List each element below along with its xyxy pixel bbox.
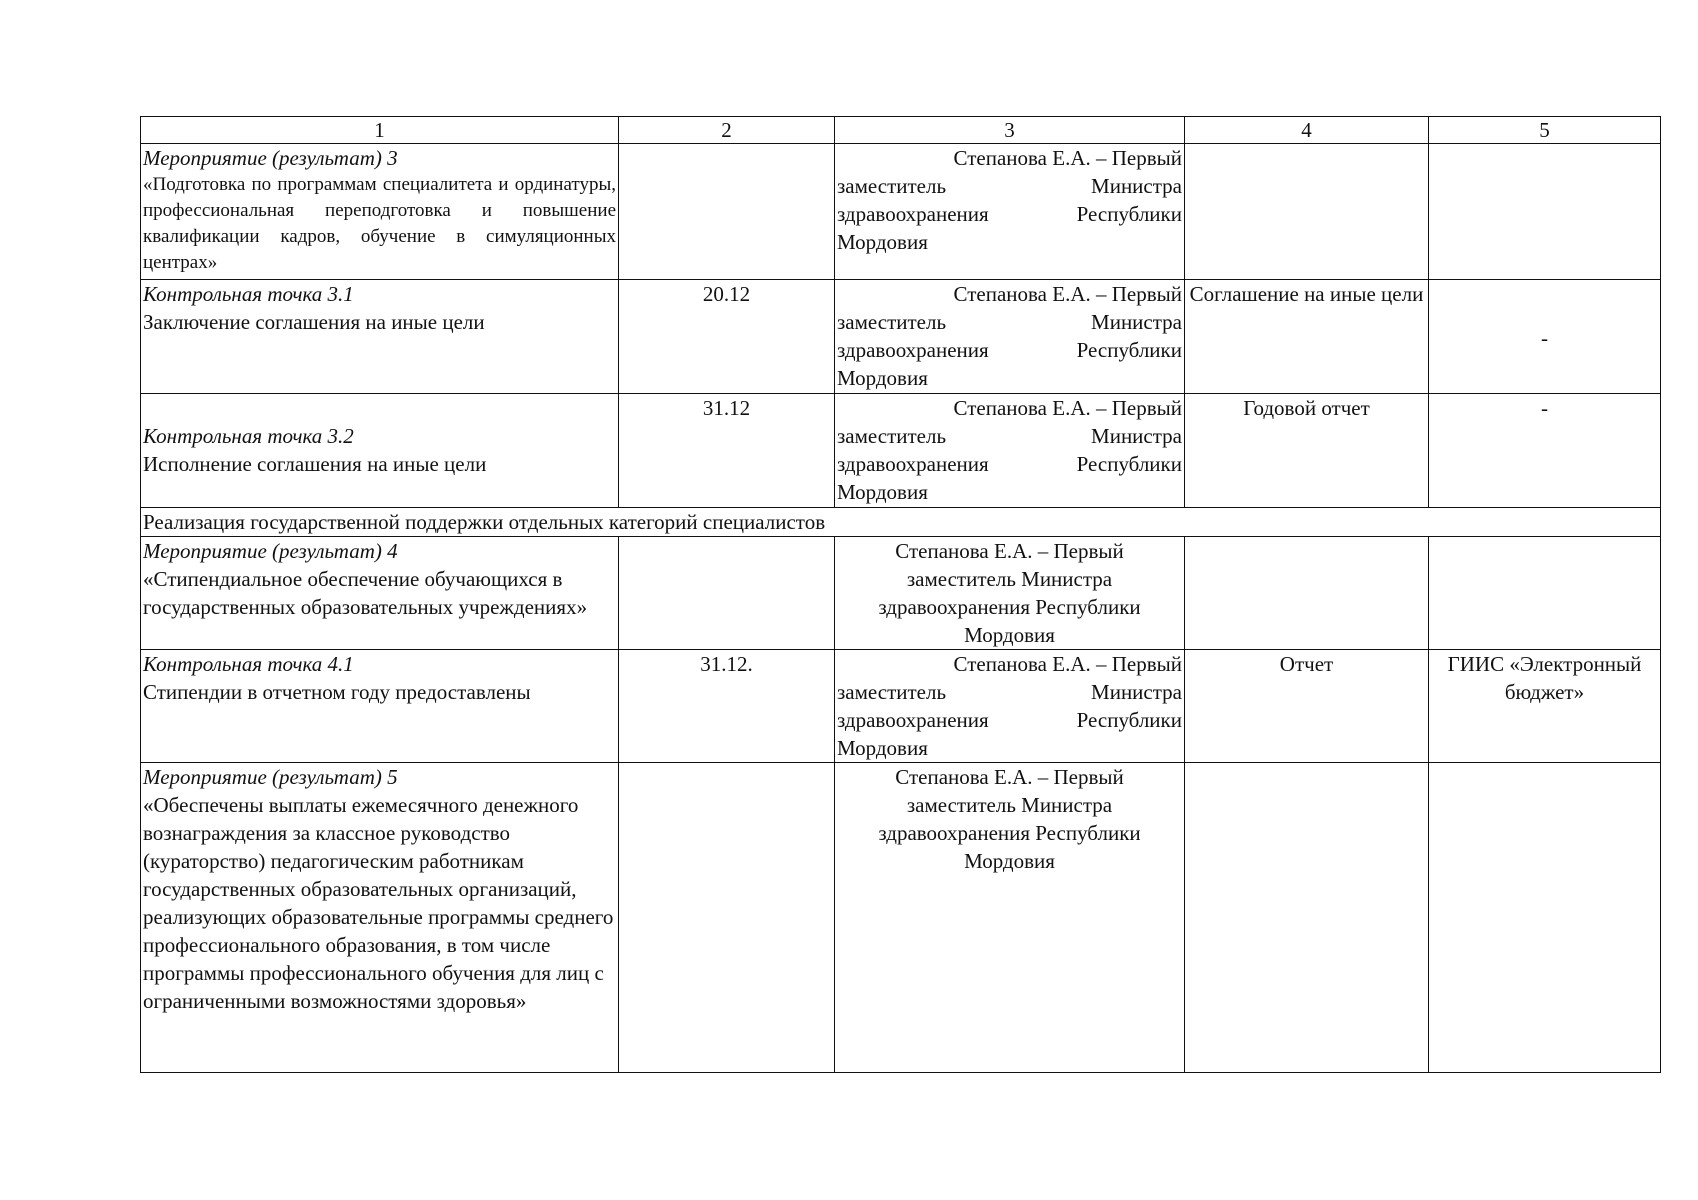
responsible-word: заместитель [837, 680, 947, 704]
header-cell-4: 4 [1185, 117, 1429, 144]
activity-text: «Подготовка по программам специалитета и ординатуры, профессиональная переподготовка и повышение квалификации кадров, обучение в симуляционных центрах» [143, 174, 616, 273]
responsible-word: заместитель [837, 310, 947, 334]
table-row [141, 280, 1661, 394]
header-cell-5: 5 [1429, 117, 1661, 144]
responsible-cell [835, 394, 1185, 508]
responsible-word: заместитель [837, 174, 947, 198]
system-cell [1429, 280, 1661, 394]
responsible-word: Республики [1076, 452, 1182, 476]
activity-cell [141, 144, 619, 280]
system-cell: ГИИС «Электронный бюджет» [1429, 650, 1661, 763]
date-cell: 20.12 [619, 280, 835, 394]
header-row [141, 117, 1661, 144]
header-cell-2: 2 [619, 117, 835, 144]
table-row [141, 650, 1661, 763]
activity-cell [141, 394, 619, 508]
responsible-line: Мордовия [837, 480, 928, 504]
table-row [141, 144, 1661, 280]
checkpoint-text: Заключение соглашения на иные цели [143, 310, 485, 334]
document-cell: Отчет [1185, 650, 1429, 763]
activity-text: «Обеспечены выплаты ежемесячного денежного вознаграждения за классное руководство (кураторство) педагогическим работникам государственных образовательных организаций, реализующих образовательные программы среднего профессионального образования, в том числе программы профессионального обучения для лиц с ограниченными возможностями здоровья» [143, 793, 614, 1013]
date-cell: 31.12 [619, 394, 835, 508]
responsible-line: Мордовия [837, 366, 928, 390]
table-row [141, 537, 1661, 650]
responsible-line: Степанова Е.А. – Первый [895, 539, 1124, 563]
responsible-word: Республики [1076, 202, 1182, 226]
responsible-word: здравоохранения [837, 338, 989, 362]
activity-cell [141, 763, 619, 1073]
responsible-word: Республики [1076, 708, 1182, 732]
responsible-line: Степанова Е.А. – Первый [895, 765, 1124, 789]
responsible-word: здравоохранения [837, 452, 989, 476]
responsible-word: Министра [1091, 424, 1182, 448]
responsible-line: Мордовия [837, 736, 928, 760]
responsible-line: Степанова Е.А. – Первый [953, 146, 1182, 170]
responsible-line: Мордовия [837, 230, 928, 254]
checkpoint-title: Контрольная точка 3.2 [143, 424, 354, 448]
responsible-line: заместитель Министра [906, 793, 1113, 817]
date-cell [619, 144, 835, 280]
responsible-word: заместитель [837, 424, 947, 448]
header-cell-3: 3 [835, 117, 1185, 144]
checkpoint-title: Контрольная точка 4.1 [143, 652, 354, 676]
document-cell: Годовой отчет [1185, 394, 1429, 508]
responsible-cell [835, 144, 1185, 280]
header-cell-1: 1 [141, 117, 619, 144]
responsible-line: заместитель Министра [906, 567, 1113, 591]
document-cell [1185, 537, 1429, 650]
plan-table [140, 116, 1661, 1073]
responsible-line: Степанова Е.А. – Первый [953, 396, 1182, 420]
section-title: Реализация государственной поддержки отдельных категорий специалистов [141, 508, 1661, 537]
responsible-line: Мордовия [964, 623, 1055, 647]
responsible-line: Степанова Е.А. – Первый [953, 652, 1182, 676]
activity-title: Мероприятие (результат) 3 [143, 146, 398, 170]
document-cell [1185, 144, 1429, 280]
responsible-cell [835, 763, 1185, 1073]
system-dash: - [1541, 326, 1548, 350]
checkpoint-text: Стипендии в отчетном году предоставлены [143, 680, 531, 704]
responsible-word: здравоохранения [837, 708, 989, 732]
activity-cell [141, 650, 619, 763]
responsible-word: Министра [1091, 310, 1182, 334]
activity-title: Мероприятие (результат) 5 [143, 765, 398, 789]
activity-title: Мероприятие (результат) 4 [143, 539, 398, 563]
activity-cell [141, 537, 619, 650]
responsible-cell [835, 650, 1185, 763]
system-cell [1429, 537, 1661, 650]
section-row [141, 508, 1661, 537]
responsible-cell [835, 537, 1185, 650]
system-cell [1429, 144, 1661, 280]
responsible-line: Степанова Е.А. – Первый [953, 282, 1182, 306]
responsible-word: Министра [1091, 680, 1182, 704]
checkpoint-title: Контрольная точка 3.1 [143, 282, 354, 306]
table-row [141, 763, 1661, 1073]
responsible-cell [835, 280, 1185, 394]
activity-cell [141, 280, 619, 394]
system-cell [1429, 763, 1661, 1073]
responsible-line: здравоохранения Республики [878, 595, 1141, 619]
date-cell [619, 537, 835, 650]
responsible-line: Мордовия [964, 849, 1055, 873]
responsible-word: Министра [1091, 174, 1182, 198]
system-cell: - [1429, 394, 1661, 508]
activity-text: «Стипендиальное обеспечение обучающихся в государственных образовательных учреждениях» [143, 567, 588, 619]
date-cell [619, 763, 835, 1073]
responsible-line: здравоохранения Республики [878, 821, 1141, 845]
responsible-word: здравоохранения [837, 202, 989, 226]
document-cell: Соглашение на иные цели [1185, 280, 1429, 394]
checkpoint-text: Исполнение соглашения на иные цели [143, 452, 487, 476]
document-cell [1185, 763, 1429, 1073]
responsible-word: Республики [1076, 338, 1182, 362]
date-cell: 31.12. [619, 650, 835, 763]
table-row [141, 394, 1661, 508]
